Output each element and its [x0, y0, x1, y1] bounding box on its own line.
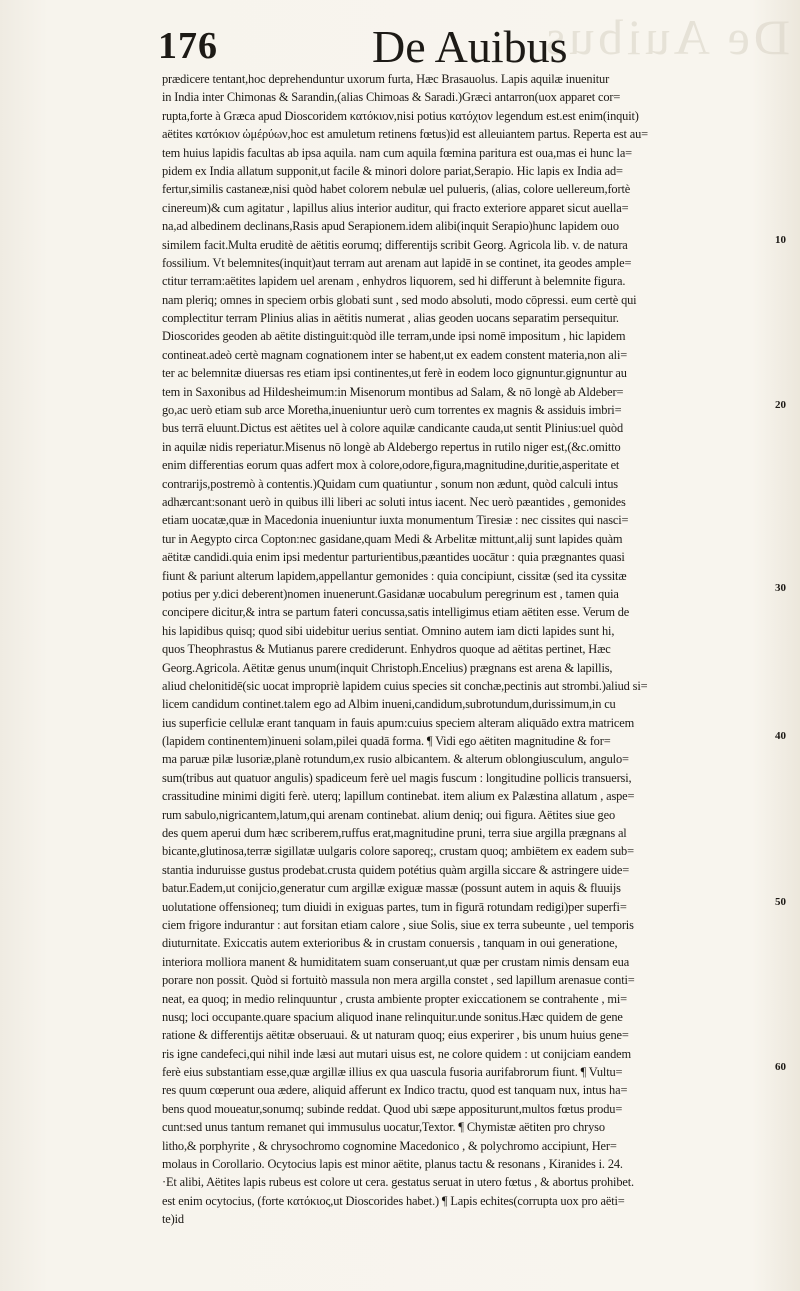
- line-number-20: 20: [775, 399, 786, 411]
- text-line: ma paruæ pilæ lusoriæ,planè rotundum,ex rusio albicantem. & alterum oblongiusculum, angulo=: [162, 752, 629, 767]
- text-line: litho,& porphyrite , & chrysochromo cognomine Macedonico , & polychromo accipiunt, Her=: [162, 1138, 617, 1153]
- text-line: bus terrā eluunt.Dictus est aëtites uel à colore aquilæ candicante cauda,ut sentit Plinius:uel quòd: [162, 421, 624, 436]
- text-line: bicante,glutinosa,terræ sigillatæ uulgaris colore saporeq;, crustam quoq; ambiētem ex eadem sub=: [162, 844, 634, 859]
- text-line: fertur,similis castaneæ,nisi quòd habet colorem nebulæ uel pulueris, (alias, colore uellereum,fortè: [162, 182, 631, 197]
- line-number-50: 50: [775, 896, 786, 908]
- line-number-30: 30: [775, 582, 786, 594]
- text-line: est enim ocytocius, (forte κατόκιος,ut Dioscorides habet.) ¶ Lapis echites(corrupta uox pro aëti=: [162, 1193, 625, 1208]
- text-line: tem in Saxonibus ad Hildesheimum:in Misenorum montibus ad Salam, & nō longè ab Aldeber=: [162, 384, 624, 399]
- text-line: contrarijs,postremò à contentis.)Quidam cum quatiuntur , sonum non ædunt, quòd calculi intus: [162, 476, 618, 491]
- text-line: molaus in Corollario. Ocytocius lapis est minor aëtite, planus tactu & resonans , Kiranides i. 24.: [162, 1157, 623, 1172]
- text-line: ter ac belemnitæ diuersas res etiam ipsi continentes,ut ferè in eodem loco gignuntur.gignuntur au: [162, 366, 627, 381]
- text-line: potius per y.dici deberent)nomen inuenerunt.Gasidanæ uocabulum peregrinum est , tamen quia: [162, 586, 619, 601]
- text-line: nam pleriq; omnes in speciem orbis globati sunt , sed modo absoluti, modo cōpressi. eum certè qui: [162, 292, 637, 307]
- text-line: rupta,forte à Græca apud Dioscoridem κατόκιον,nisi potius κατόχιον legendum est.est enim(inquit): [162, 108, 639, 123]
- text-line: licem candidum continet.talem ego ad Albim inueni,candidum,subrotundum,durissimum,in cu: [162, 697, 616, 712]
- text-line: bens quod moueatur,sonumq; subinde reddat. Quod ubi sæpe appositurunt,multos fœtus produ=: [162, 1101, 623, 1116]
- body-text: [162, 70, 772, 1229]
- line-number-60: 60: [775, 1061, 786, 1073]
- text-line: diuturnitate. Exiccatis autem exterioribus & in crustam conuersis , tanquam in oui generatione,: [162, 936, 618, 951]
- text-line: quos Theophrastus & Mutianus parere crediderunt. Enhydros quoque ad aëtitas pertinet, Hæc: [162, 642, 611, 657]
- text-line: interiora molliora manent & humiditatem suam conseruant,ut quæ per crustam nimis densam eua: [162, 954, 630, 969]
- bleed-through-text: De Auibus: [541, 9, 790, 58]
- text-line: concipere dicitur,& intra se partum fateri concussa,satis intelligimus etiam aëtiten esse. Verum de: [162, 605, 630, 620]
- text-line: ciem frigore indurantur : aut forsitan etiam calore , siue Solis, siue ex terra subeunte , uel temporis: [162, 917, 634, 932]
- text-line: similem facit.Multa eruditè de aëtitis eorumq; differentijs scribit Georg. Agricola lib. v. de natura: [162, 237, 628, 252]
- text-line: ·Et alibi, Aëtites lapis rubeus est colore ut cera. gestatus seruat in utero fœtus , & abortus prohibet.: [162, 1175, 634, 1190]
- text-line: tem huius lapidis facultas ab ipsa aquila. nam cum aquila fœmina paritura est oua,mas ei hunc la=: [162, 145, 633, 160]
- text-line: Georg.Agricola. Aëtitæ genus unum(inquit Christoph.Encelius) prægnans est arena & lapillis,: [162, 660, 613, 675]
- page-number: 176: [158, 25, 218, 67]
- text-line: ris igne candefeci,qui nihil inde læsi aut mutari uisus est, ne colore quidem : ut conijciam eandem: [162, 1046, 631, 1061]
- text-line: (lapidem continentem)inueni solam,pilei quadā forma. ¶ Vidi ego aëtiten magnitudine & for=: [162, 734, 611, 749]
- text-line: porare non possit. Quòd si fortuitò massula non mera argilla constet , sed lapillum arenasue conti=: [162, 973, 635, 988]
- text-line: aliud chelonitidē(sic uocat impropriè lapidem cuius species sit conchæ,pectinis aut strombi.)aliud si=: [162, 678, 648, 693]
- text-line: des quem aperui dum hæc scriberem,ruffus erat,magnitudine pruni, terra siue argilla prægnans al: [162, 826, 627, 841]
- text-line: cinereum)& cum agitatur , lapillus alius interior auditur, qui fracto exteriore apparet sicut auella=: [162, 200, 629, 215]
- text-line: pidem ex India allatum supponit,ut facile & minori dolore pariat,Serapio. Hic lapis ex India ad=: [162, 163, 623, 178]
- text-line: te)id: [162, 1212, 184, 1227]
- text-line: adhærcant:sonant uerò in quibus illi liberi ac soluti intus iacent. Nec uerò pæantides , gemonides: [162, 494, 626, 509]
- text-line: in India inter Chimonas & Sarandin,(alias Chimoas & Saradi.)Græci antarron(uox apparet cor=: [162, 90, 621, 105]
- text-line: prædicere tentant,hoc deprehenduntur uxorum furta, Hæc Brasauolus. Lapis aquilæ inuenitur: [162, 72, 610, 86]
- text-line: na,ad albedinem declinans,Rasis apud Serapionem.idem alibi(inquit Serapio)hunc lapidem ouo: [162, 219, 619, 234]
- text-line: his lapidibus quisq; quod sibi uidebitur uerius sentiat. Omnino autem iam dicti lapides sunt hi,: [162, 623, 615, 638]
- text-line: etiam uocatæ,quæ in Macedonia inueniuntur iuxta monumentum Tiresiæ : nec cissites qui nasci=: [162, 513, 629, 528]
- running-title: De Auibus: [372, 21, 568, 72]
- text-line: res quum cœperunt oua ædere, aliquid afferunt ex Indico tractu, quod est tanquam nux, intus ha=: [162, 1083, 628, 1098]
- text-line: ius superficie cellulæ erant tanquam in fauis apum:cuius speciem alteram aliquādo extra matricem: [162, 715, 635, 730]
- text-line: uolutatione offensioneq; tum diuidi in exiguas partes, tum in figurā rotundam redigi)per superfi=: [162, 899, 627, 914]
- text-line: ferè eius substantiam esse,quæ argillæ illius ex qua uascula fusoria aurifabrorum fiunt. ¶ Vultu=: [162, 1065, 623, 1080]
- text-line: neat, ea quoq; in medio relinquuntur , crusta ambiente propter exiccationem se contrahente , mi=: [162, 991, 627, 1006]
- text-line: ctitur terram:aëtites lapidem uel arenam , enhydros liquorem, sed hi differunt à belemnite figura.: [162, 274, 626, 289]
- text-line: go,ac uerò etiam sub arce Moretha,inueniuntur uerò cum torrentes ex magnis & assiduis imbri=: [162, 403, 622, 418]
- text-line: enim differentias eorum quas adfert mox à colore,odore,figura,magnitudine,duritie,asperitate et: [162, 458, 620, 473]
- text-line: nusq; loci occupante.quare spacium aliquod inane relinquitur.unde sonitus.Hæc quidem de gene: [162, 1009, 623, 1024]
- text-line: complectitur terram Plinius alias in aëtitis numerat , alias geoden uocans separatim persequitur.: [162, 311, 619, 326]
- text-line: batur.Eadem,ut conijcio,generatur cum argillæ exiguæ massæ (possunt autem in aquis & fluuijs: [162, 881, 621, 896]
- text-line: stantia induruisse gustus prodebat.crusta quidem potétius quàm argilla siccare & astringere uide=: [162, 862, 630, 877]
- text-line: rum sabulo,nigricantem,latum,qui arenam continebat. alium deniq; oui figura. Aëtites siue geo: [162, 807, 615, 822]
- line-number-10: 10: [775, 234, 786, 246]
- page-header: [158, 18, 778, 70]
- text-line: fossilium. Vt belemnites(inquit)aut terram aut arenam aut lapidē in se continet, ita geodes ample=: [162, 255, 632, 270]
- text-line: cunt:sed unus tantum remanet qui immusulus uocatur,Textor. ¶ Chymistæ aëtiten pro chryso: [162, 1120, 605, 1135]
- text-line: tur in Aegypto circa Copton:nec gasidane,quam Medi & Arbelitæ mittunt,alij sunt lapides quàm: [162, 531, 623, 546]
- text-line: fiunt & pariunt alterum lapidem,appellantur gemonides : quia concipiunt, cissitæ (sed ita cyssitæ: [162, 568, 627, 583]
- text-line: aëtitæ candidi.quia enim ipsi medentur parturientibus,pæantides uocātur : quia prægnantes quasi: [162, 550, 625, 565]
- text-line: aëtites κατόκιον ὠμέρύων,hoc est amuletum retinens fœtus)id est alleuiantem partus. Reperta est au=: [162, 127, 648, 142]
- text-line: ratione & differentijs aëtitæ obseruaui. & ut naturam quoq; eius experirer , bis unum huius gene=: [162, 1028, 629, 1043]
- line-number-40: 40: [775, 730, 786, 742]
- text-line: sum(tribus aut quatuor angulis) spadiceum ferè uel magis fuscum : longitudine pollicis transuersi,: [162, 770, 632, 785]
- text-line: crassitudine minimi digiti ferè. uterq; lapillum continebat. item alium ex Palæstina allatum , aspe=: [162, 789, 635, 804]
- text-line: Dioscorides geoden ab aëtite distinguit:quòd ille terram,unde ipsi nomē impositum , hic lapidem: [162, 329, 626, 344]
- text-line: contineat.adeò certè magnam cognationem inter se habent,ut ex eadem constent materia,non ali=: [162, 347, 628, 362]
- text-line: in aquilæ nidis reperiatur.Misenus nō longè ab Aldebergo repertus in rutilo niger est,(&c.omitto: [162, 439, 621, 454]
